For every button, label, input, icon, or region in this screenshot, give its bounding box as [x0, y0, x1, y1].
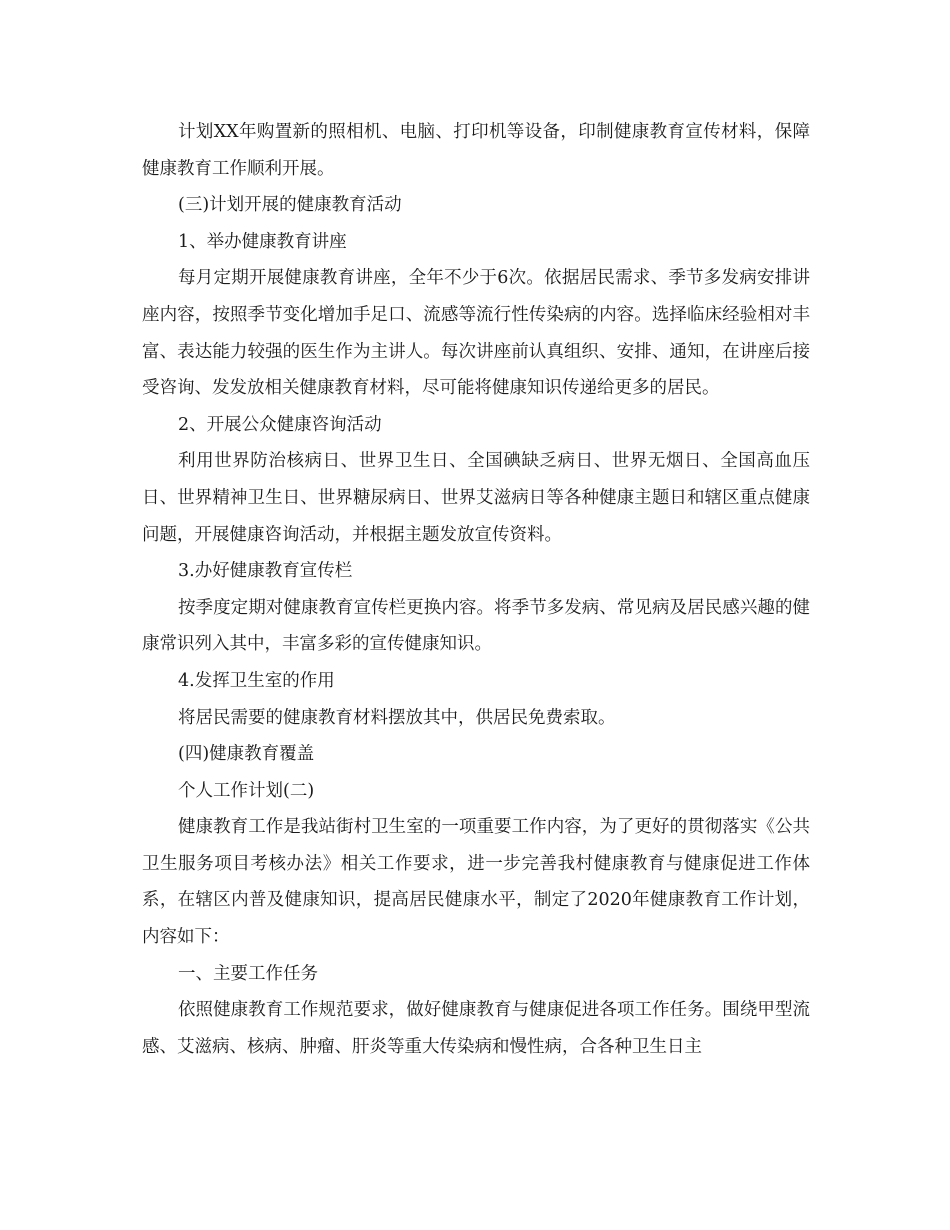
paragraph-lectures: 每月定期开展健康教育讲座，全年不少于6次。依据居民需求、季节多发病安排讲座内容，按照季节变化增加手足口、流感等流行性传染病的内容。选择临床经验相对丰富、表达能力较强的医生作为主讲人。每次讲座前认真组织、安排、通知，在讲座后接受咨询、发发放相关健康教育材料，尽可能将健康知识传递给更多的居民。 — [142, 268, 810, 399]
heading-plan-2: 个人工作计划(二) — [178, 780, 315, 801]
heading-main-tasks: 一、主要工作任务 — [178, 963, 318, 984]
paragraph-bulletin-board: 按季度定期对健康教育宣传栏更换内容。将季节多发病、常见病及居民感兴趣的健康常识列入其中，丰富多彩的宣传健康知识。 — [142, 597, 810, 655]
paragraph-plan-intro: 健康教育工作是我站街村卫生室的一项重要工作内容，为了更好的贯彻落实《公共卫生服务项目考核办法》相关工作要求，进一步完善我村健康教育与健康促进工作体系，在辖区内普及健康知识，提高居民健康水平，制定了2020年健康教育工作计划，内容如下： — [142, 817, 810, 948]
subheading-lectures: 1、举办健康教育讲座 — [178, 231, 347, 252]
paragraph-equipment-plan: 计划XX年购置新的照相机、电脑、打印机等设备，印制健康教育宣传材料，保障健康教育工作顺利开展。 — [142, 122, 810, 179]
heading-section-3: (三)计划开展的健康教育活动 — [178, 195, 402, 216]
paragraph-main-tasks: 依照健康教育工作规范要求，做好健康教育与健康促进各项工作任务。围绕甲型流感、艾滋病、核病、肿瘤、肝炎等重大传染病和慢性病，合各种卫生日主 — [142, 1000, 810, 1057]
subheading-bulletin-board: 3.办好健康教育宣传栏 — [178, 561, 353, 582]
subheading-clinic-role: 4.发挥卫生室的作用 — [178, 670, 335, 691]
document-body — [142, 114, 810, 1065]
subheading-consultation: 2、开展公众健康咨询活动 — [178, 414, 382, 435]
paragraph-consultation: 利用世界防治核病日、世界卫生日、全国碘缺乏病日、世界无烟日、全国高血压日、世界精神卫生日、世界糖尿病日、世界艾滋病日等各种健康主题日和辖区重点健康问题，开展健康咨询活动，并根据主题发放宣传资料。 — [142, 451, 810, 545]
paragraph-clinic-role: 将居民需要的健康教育材料摆放其中，供居民免费索取。 — [178, 707, 616, 728]
heading-section-4: (四)健康教育覆盖 — [178, 744, 315, 765]
